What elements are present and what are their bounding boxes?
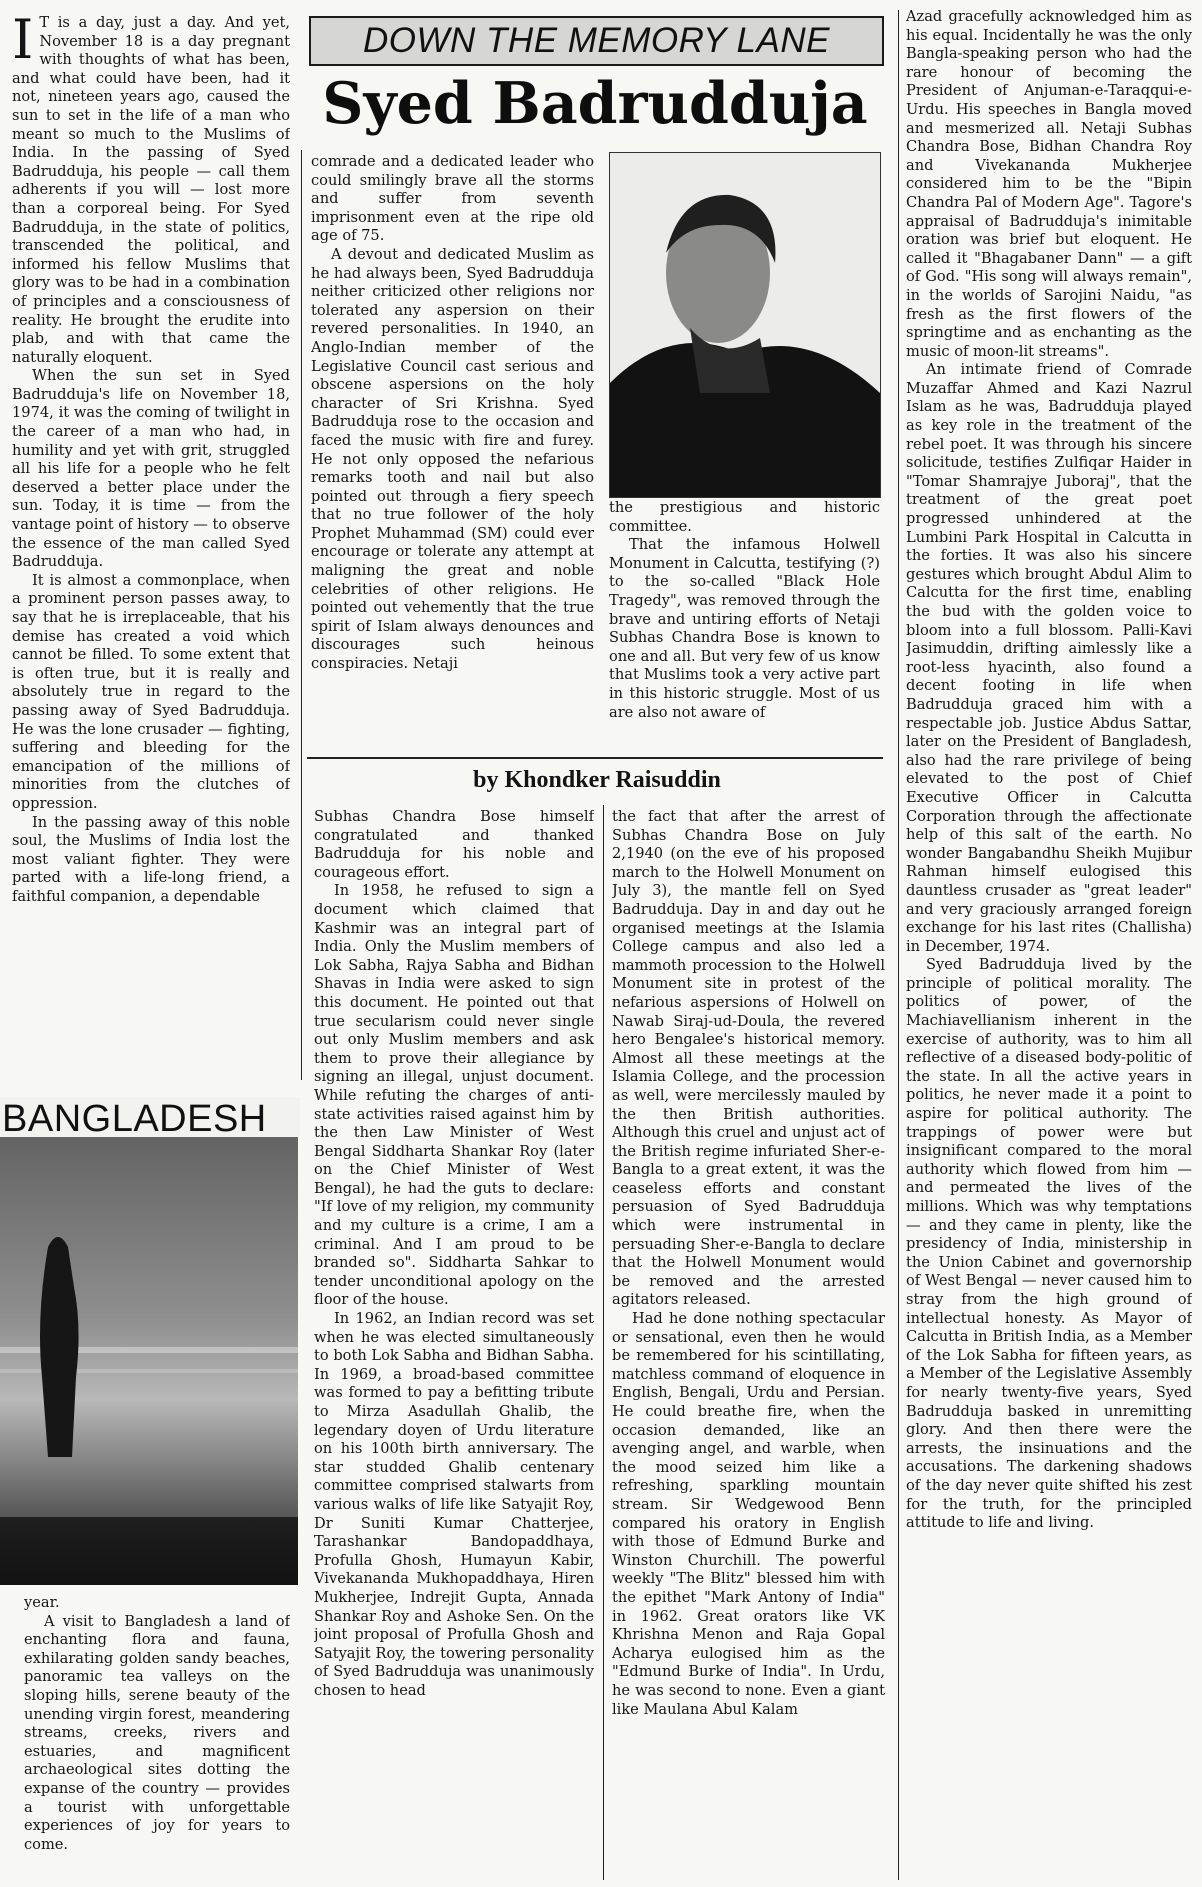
paragraph: A devout and dedicated Muslim as he had always been, Syed Badrudduja neither criticized other religions nor tolerated any aspersion on their revered personalities. In 1940, an Anglo-Indian member of the Legislative Council cast serious and obscene aspersions on the holy character of Sri Krishna. Syed Badrudduja rose to the occasion and faced the music with fire and furey. He not only opposed the nefarious remarks tooth and nail but also pointed out through a fiery speech that no true follower of the holy Prophet Muhammad (SM) could ever encourage or tolerate any attempt at maligning the great and noble celebrities of other religions. He pointed out vehemently that the true spirit of Islam always denounces and discourages such heinous conspiracies. Netaji: [311, 245, 594, 673]
paragraph: In the passing away of this noble soul, the Muslims of India lost the most valiant fighter. They were parted with a life-long friend, a faithful companion, a dependable: [12, 813, 290, 905]
paragraph: comrade and a dedicated leader who could smilingly brave all the storms and suffer from seventh imprisonment even at the ripe old age of 75.: [311, 153, 594, 245]
column-rule: [301, 150, 302, 1080]
paragraph: the prestigious and historic committee.: [609, 499, 880, 535]
paragraph: In 1962, an Indian record was set when he was elected simultaneously to both Lok Sabha and Bidhan Sabha. In 1969, a broad-based committee was formed to pay a befitting tribute to Mirza Asadullah Ghalib, the legendary doyen of Urdu literature on his 100th birth anniversary. The star studded Ghalib centenary committee comprised stalwarts from various walks of life like Satyajit Roy, Dr Suniti Kumar Chatterjee, Tarashankar Bandopaddhaya, Profulla Ghosh, Humayun Kabir, Vivekananda Mukhopaddhaya, Hiren Mukherjee, Indrejit Gupta, Annada Shankar Roy and Ashoke Sen. On the joint proposal of Profulla Ghosh and Satyajit Roy, the towering personality of Syed Badrudduja was unanimously chosen to head: [314, 1310, 594, 1699]
column-rule: [603, 805, 604, 1880]
paragraph: Syed Badrudduja lived by the principle of political morality. The politics of power, of the Machiavellianism inherent in the exercise of authority, was to him all reflective of a diseased body-politic of the state. In all the active years in politics, he never made it a point to aspire for political authority. The trappings of power were but insignificant compared to the moral authority which flowed from him — and permeated the lives of the millions. Which was why temptations — and they came in plenty, like the presidency of India, ministership in the Union Cabinet and governorship of West Bengal — never caused him to stray from the high ground of intellectual honesty. As Mayor of Calcutta in British India, as a Member of the Lok Sabha for fifteen years, as a Member of the Legislative Assembly for nearly twenty-five years, Syed Badrudduja basked in unremitting glory. And then there were the arrests, the insinuations and the accusations. The darkening shadows of the day never quite shifted his zest for the truth, for the principled attitude to life and living.: [906, 956, 1192, 1532]
column-3-lower: [612, 808, 885, 1883]
bangladesh-photo: [0, 1097, 298, 1585]
ad-body: A visit to Bangladesh a land of enchanting flora and fauna, exhilarating golden sandy beaches, panoramic tea valleys on the sloping hills, serene beauty of the unending virgin forest, meandering streams, creeks, rivers and estuaries, and magnificent archaeological sites dotting the expanse of the country — provides a tourist with unforgettable experiences of joy for years to come.: [24, 1612, 290, 1853]
paragraph: Azad gracefully acknowledged him as his equal. Incidentally he was the only Bangla-speaking person who had the rare honour of becoming the President of Anjuman-e-Taraqqui-e-Urdu. His speeches in Bangla moved and mesmerized all. Netaji Subhas Chandra Bose, Bidhan Chandra Roy and Vivekananda Mukherjee considered him to be the "Bipin Chandra Pal of Modern Age". Tagore's appraisal of Badrudduja's inimitable oration was brief but eloquent. He called it "Bhagabaner Dann" — a gift of God. "His song will always remain", in the worlds of Sarojini Naidu, "as fresh as the first flowers of the springtime and as enchanting as the music of moon-lit streams".: [906, 8, 1192, 360]
paragraph: It is almost a commonplace, when a prominent person passes away, to say that he is irreplaceable, that his demise has created a void which cannot be filled. To some extent that is often true, but it is really and absolutely true in regard to the passing away of Syed Badrudduja. He was the lone crusader — fighting, suffering and bleeding for the emancipation of the millions of minorities from the clutches of oppression.: [12, 571, 290, 812]
bangladesh-label: BANGLADESH: [0, 1097, 300, 1137]
article-headline: Syed Badrudduja: [322, 70, 868, 137]
byline-rule: [307, 757, 883, 759]
paragraph: the fact that after the arrest of Subhas Chandra Bose on July 2,1940 (on the eve of his proposed march to the Holwell Monument on July 3), the mantle fell on Syed Badrudduja. Day in and day out he organised meetings at the Islamia College campus and also led a mammoth procession to the Holwell Monument site in protest of the nefarious aspersions of Holwell on Nawab Siraj-ud-Doula, the revered hero Bengalee's historical memory. Almost all these meetings at the Islamia College, and the procession as well, were mercilessly mauled by the then British authorities. Although this cruel and unjust act of the British regime infuriated Sher-e-Bangla to a great extent, it was the ceaseless efforts and constant persuasion of Syed Badrudduja which were instrumental in persuading Sher-e-Bangla to declare that the Holwell Monument would be removed and the arrested agitators released.: [612, 808, 885, 1309]
paragraph: An intimate friend of Comrade Muzaffar Ahmed and Kazi Nazrul Islam as he was, Badrudduja played as key role in the treatment of the rebel poet. It was through his sincere solicitude, testifies Zulfiqar Haider in "Tomar Shamrajye Juboraj", that the treatment of the great poet progressed unhindered at the Lumbini Park Hospital in Calcutta in the forties. It was also his sincere gestures which brought Abdul Alim to Calcutta for the first time, enabling the bud with the golden voice to bloom into a full blossom. Palli-Kavi Jasimuddin, drifting aimlessly like a root-less hyacinth, also found a decent footing in life when Badrudduja graced him with a respectable job. Justice Abdus Sattar, later on the President of Bangladesh, also had the rare privilege of being elevated to the post of Chief Executive Officer in Calcutta Corporation through the affectionate help of this salt of the earth. No wonder Bangabandhu Sheikh Mujibur Rahman himself eulogised this dauntless crusader as "great leader" and very graciously arranged foreign exchange for his last rites (Challisha) in December, 1974.: [906, 361, 1192, 955]
column-3-upper: [609, 499, 880, 751]
paragraph: When the sun set in Syed Badrudduja's life on November 18, 1974, it was the coming of twilight in the career of a man who had, in humility and yet with grit, struggled all his life for a people who he felt deserved a better place under the sun. Today, it is time — from the vantage point of history — to observe the essence of the man called Syed Badrudduja.: [12, 367, 290, 571]
column-4: [906, 8, 1192, 1884]
paragraph: Had he done nothing spectacular or sensational, even then he would be remembered for his scintillating, matchless command of eloquence in English, Bengali, Urdu and Persian. He could breathe fire, when the occasion demanded, like an avenging angel, and warble, when the mood seized him like a refreshing, sparkling mountain stream. Sir Wedgewood Benn compared his oratory in English with those of Edmund Burke and Winston Churchill. The powerful weekly "The Blitz" blessed him with the epithet "Mark Antony of India" in 1962. Great orators like VK Khrishna Menon and Raja Gopal Acharya eulogised him as the "Edmund Burke of India". In Urdu, he was second to none. Even a giant like Maulana Abul Kalam: [612, 1310, 885, 1718]
column-2-upper: [311, 153, 594, 750]
portrait-photo: [609, 152, 881, 498]
paragraph: In 1958, he refused to sign a document which claimed that Kashmir was an integral part of India. Only the Muslim members of Lok Sabha, Rajya Sabha and Bidhan Shavas in India were asked to sign this document. He pointed out that true secularism could never single out only Muslim members and ask them to prove their allegiance by signing an illegal, unjust document. While refuting the charges of anti-state activities raised against him by the then Law Minister of West Bengal Siddharta Shankar Roy (later on the Chief Minister of West Bengal), he had the guts to declare: "If love of my religion, my community and my culture is a crime, I am a criminal. And I am proud to be branded so". Siddharta Sahkar to tender unconditional apology on the floor of the house.: [314, 882, 594, 1309]
section-kicker: DOWN THE MEMORY LANE: [309, 16, 884, 66]
paragraph: T is a day, just a day. And yet, November 18 is a day pregnant with thoughts of what has been, and what could have been, had it not, nineteen years ago, caused the sun to set in the life of a man who meant so much to the Muslims of India. In the passing of Syed Badrudduja, his people — call them adherents if you will — lost more than a corporeal being. For Syed Badrudduja, in the state of politics, transcended the political, and informed his fellow Muslims that glory was to be had in a combination of principles and a consciousness of reality. He brought the erudite into plab, and with that came the naturally eloquent.: [12, 14, 290, 366]
paragraph: That the infamous Holwell Monument in Calcutta, testifying (?) to the so-called "Black Hole Tragedy", was removed through the brave and untiring efforts of Netaji Subhas Chandra Bose is known to one and all. But very few of us know that Muslims took a very active part in this historic struggle. Most of us are also not aware of: [609, 536, 880, 721]
column-rule: [898, 10, 899, 1880]
byline: by Khondker Raisuddin: [473, 767, 721, 793]
paragraph: Subhas Chandra Bose himself congratulated and thanked Badrudduja for his noble and courageous effort.: [314, 808, 594, 881]
column-2-lower: [314, 808, 594, 1883]
drop-cap: I: [12, 14, 34, 71]
column-1: [12, 14, 290, 1084]
ad-text: [24, 1594, 290, 1884]
ad-lead: year.: [24, 1594, 60, 1611]
